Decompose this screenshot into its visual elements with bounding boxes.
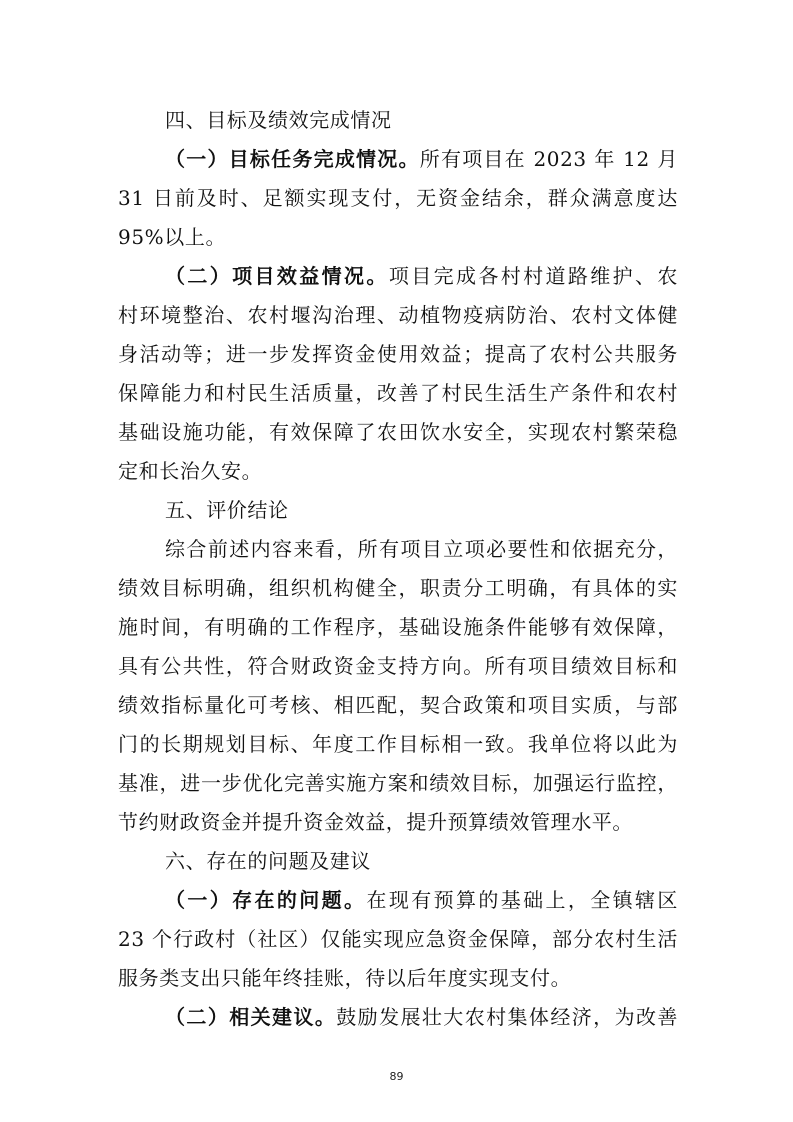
s6-p2-line1 [165,1005,678,1029]
s4-p2-line2: 村环境整治、农村堰沟治理、动植物疫病防治、农村文体健 [118,303,678,327]
s5-line: 绩效指标量化可考核、相匹配，契合政策和项目实质，与部 [118,693,678,717]
s4-p1-line3: 95%以上。 [118,225,227,249]
s4-p1-heading: （一）目标任务完成情况。 [165,147,420,171]
s6-p2-heading: （二）相关建议。 [165,1005,337,1029]
s4-p2-line5: 基础设施功能，有效保障了农田饮水安全，实现农村繁荣稳 [118,420,678,444]
s4-p2-line3: 身活动等；进一步发挥资金使用效益；提高了农村公共服务 [118,342,678,366]
s6-p2-line1-text: 鼓励发展壮大农村集体经济，为改善 [336,1005,678,1029]
section-6-title: 六、存在的问题及建议 [165,849,371,873]
s5-line: 具有公共性，符合财政资金支持方向。所有项目绩效目标和 [118,654,678,678]
s4-p1-line1 [165,147,678,171]
page-number: 89 [389,1070,404,1083]
s4-p2-line1 [165,264,678,288]
s4-p2-line4: 保障能力和村民生活质量，改善了村民生活生产条件和农村 [118,381,678,405]
s5-line: 综合前述内容来看，所有项目立项必要性和依据充分， [165,537,678,561]
section-5-title: 五、评价结论 [165,498,289,522]
s4-p1-line2: 31 日前及时、足额实现支付，无资金结余，群众满意度达 [118,186,678,210]
s4-p1-line1-text: 所有项目在 2023 年 12 月 [419,147,678,171]
s5-line: 门的长期规划目标、年度工作目标相一致。我单位将以此为 [118,732,678,756]
s5-line: 施时间，有明确的工作程序，基础设施条件能够有效保障， [118,615,678,639]
s6-p1-line1-text: 在现有预算的基础上，全镇辖区 [366,888,678,912]
section-4-title: 四、目标及绩效完成情况 [165,108,392,132]
s6-p1-line3: 服务类支出只能年终挂账，待以后年度实现支付。 [118,966,572,990]
s4-p2-line6: 定和长治久安。 [118,459,263,483]
s6-p1-line1 [165,888,678,912]
s6-p1-line2: 23 个行政村（社区）仅能实现应急资金保障，部分农村生活 [118,927,678,951]
s6-p1-heading: （一）存在的问题。 [165,888,367,912]
s5-line: 节约财政资金并提升资金效益，提升预算绩效管理水平。 [118,810,633,834]
s4-p2-line1-text: 项目完成各村村道路维护、农 [388,264,678,288]
s5-line: 基准，进一步优化完善实施方案和绩效目标，加强运行监控， [118,771,678,795]
s5-line: 绩效目标明确，组织机构健全，职责分工明确，有具体的实 [118,576,678,600]
s4-p2-heading: （二）项目效益情况。 [165,264,389,288]
